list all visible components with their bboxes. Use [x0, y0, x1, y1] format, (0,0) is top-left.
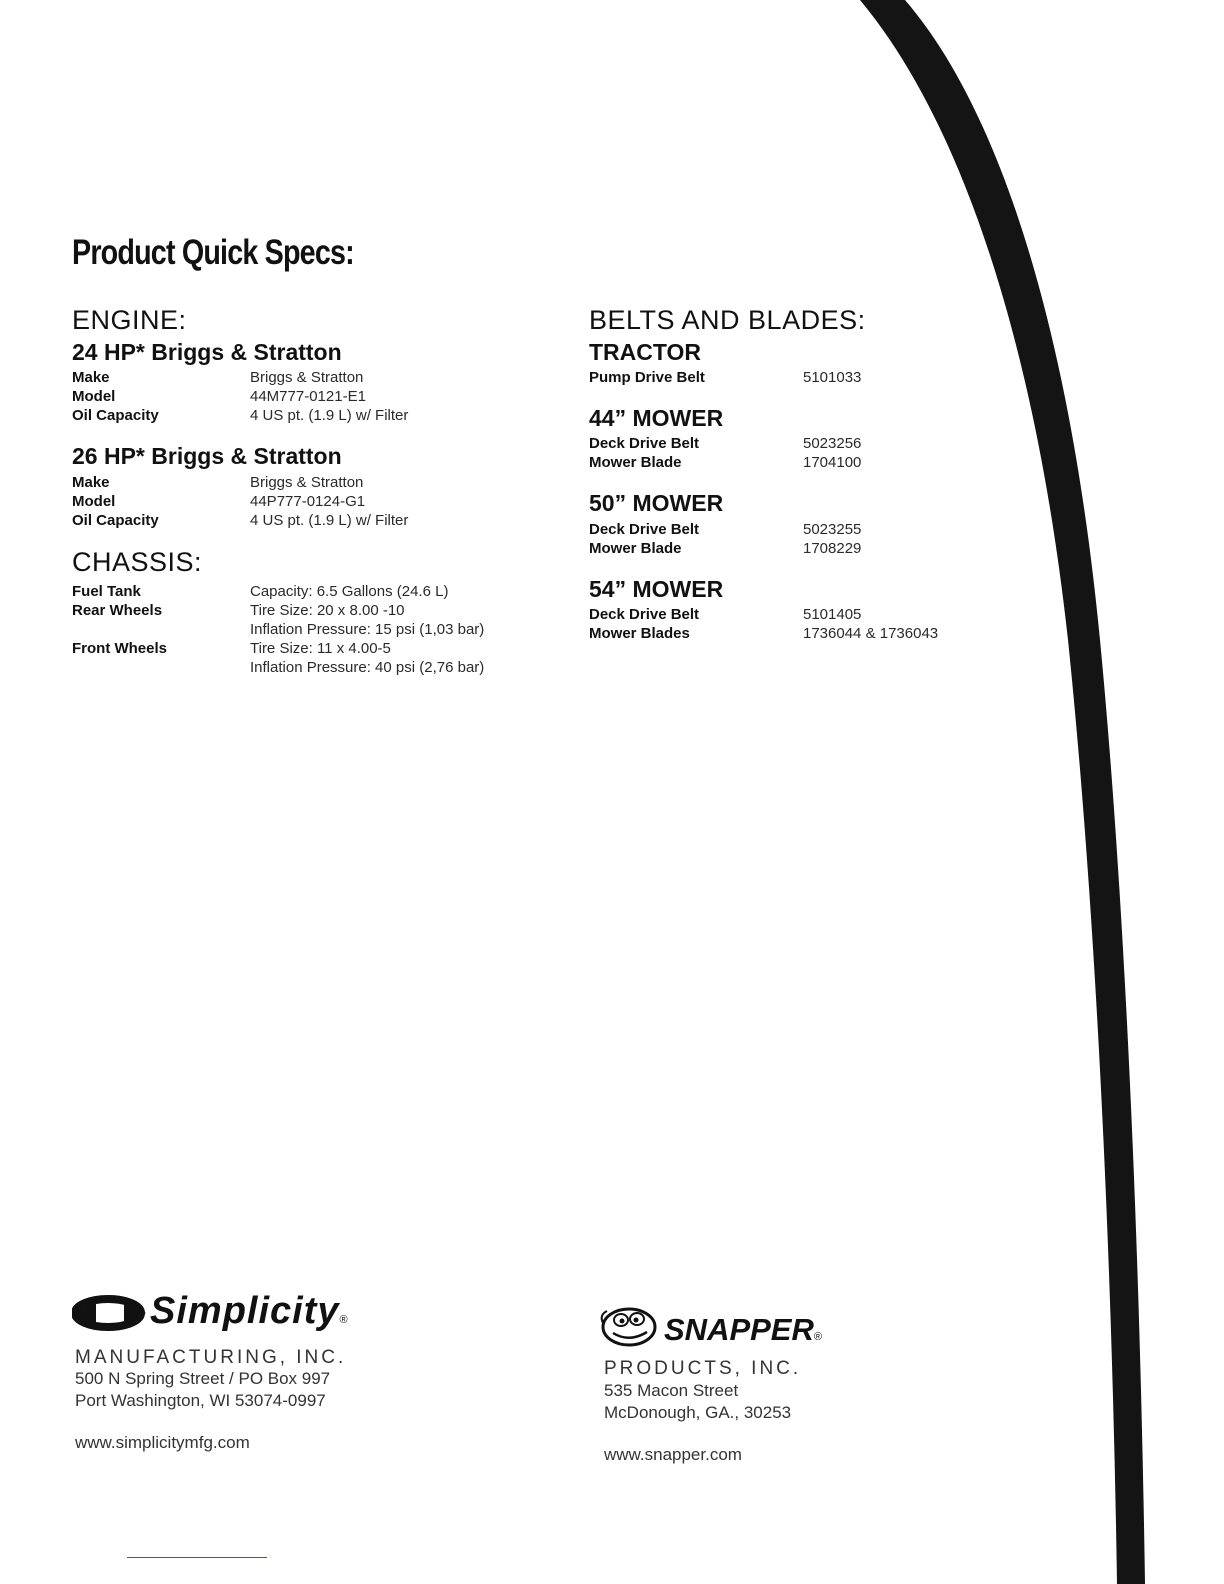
snapper-logo-text: SNAPPER — [664, 1312, 814, 1347]
simplicity-address-line-1: 500 N Spring Street / PO Box 997 — [75, 1369, 331, 1388]
spec-label: Fuel Tank — [72, 583, 141, 600]
simplicity-subtitle: MANUFACTURING, INC. — [75, 1347, 347, 1368]
simplicity-logo-text: Simplicity — [150, 1290, 340, 1332]
spec-value: Capacity: 6.5 Gallons (24.6 L) — [250, 583, 449, 600]
snapper-address-line-1: 535 Macon Street — [604, 1381, 739, 1400]
simplicity-website-link[interactable]: www.simplicitymfg.com — [75, 1433, 250, 1452]
simplicity-logo — [150, 1290, 349, 1333]
spec-value: Tire Size: 20 x 8.00 -10 — [250, 602, 405, 619]
engine-24hp-heading: 24 HP* Briggs & Stratton — [72, 339, 342, 365]
snapper-subtitle: PRODUCTS, INC. — [604, 1358, 802, 1379]
spec-label: Model — [72, 493, 116, 510]
spec-label: Mower Blades — [589, 625, 690, 642]
spec-label: Deck Drive Belt — [589, 435, 700, 452]
mower-54-heading: 54” MOWER — [589, 576, 724, 602]
snapper-logo — [664, 1312, 822, 1348]
belts-heading: BELTS AND BLADES: — [589, 305, 866, 335]
chassis-heading: CHASSIS: — [72, 547, 203, 577]
mower-50-heading: 50” MOWER — [589, 490, 724, 516]
spec-label: Oil Capacity — [72, 512, 159, 529]
engine-26hp-heading: 26 HP* Briggs & Stratton — [72, 443, 342, 469]
spec-value: 5023256 — [803, 435, 862, 452]
spec-value: 4 US pt. (1.9 L) w/ Filter — [250, 512, 409, 529]
spec-label: Model — [72, 388, 116, 405]
spec-value: 1704100 — [803, 454, 862, 471]
snapper-address-line-2: McDonough, GA., 30253 — [604, 1403, 792, 1422]
spec-value: 5101405 — [803, 606, 862, 623]
spec-label: Rear Wheels — [72, 602, 163, 619]
spec-value: 4 US pt. (1.9 L) w/ Filter — [250, 407, 409, 424]
spec-value: 44P777-0124-G1 — [250, 493, 366, 510]
spec-value: 5101033 — [803, 369, 862, 386]
spec-label: Mower Blade — [589, 454, 682, 471]
snapper-website-link[interactable]: www.snapper.com — [604, 1445, 742, 1464]
spec-value: 5023255 — [803, 521, 862, 538]
simplicity-address-line-2: Port Washington, WI 53074-0997 — [75, 1391, 326, 1410]
spec-value: Briggs & Stratton — [250, 474, 364, 491]
tractor-heading: TRACTOR — [589, 339, 702, 365]
spec-value: Tire Size: 11 x 4.00-5 — [250, 640, 391, 657]
spec-label: Front Wheels — [72, 640, 168, 657]
spec-label: Deck Drive Belt — [589, 521, 700, 538]
spec-label: Deck Drive Belt — [589, 606, 700, 623]
spec-label: Mower Blade — [589, 540, 682, 557]
snapper-turtle-icon — [599, 1303, 663, 1353]
simplicity-logo-icon — [72, 1295, 148, 1331]
spec-value: Briggs & Stratton — [250, 369, 364, 386]
footer-divider — [127, 1557, 267, 1558]
spec-value: Inflation Pressure: 40 psi (2,76 bar) — [250, 659, 485, 676]
engine-heading: ENGINE: — [72, 305, 187, 335]
mower-44-heading: 44” MOWER — [589, 405, 724, 431]
spec-value: Inflation Pressure: 15 psi (1,03 bar) — [250, 621, 485, 638]
spec-label: Pump Drive Belt — [589, 369, 705, 386]
spec-label: Make — [72, 369, 110, 386]
spec-value: 1736044 & 1736043 — [803, 625, 939, 642]
spec-label: Make — [72, 474, 110, 491]
spec-value: 1708229 — [803, 540, 862, 557]
page-title: Product Quick Specs: — [72, 233, 354, 272]
spec-value: 44M777-0121-E1 — [250, 388, 366, 405]
registered-mark: ® — [339, 1314, 349, 1326]
spec-label: Oil Capacity — [72, 407, 159, 424]
registered-mark: ® — [813, 1331, 822, 1343]
